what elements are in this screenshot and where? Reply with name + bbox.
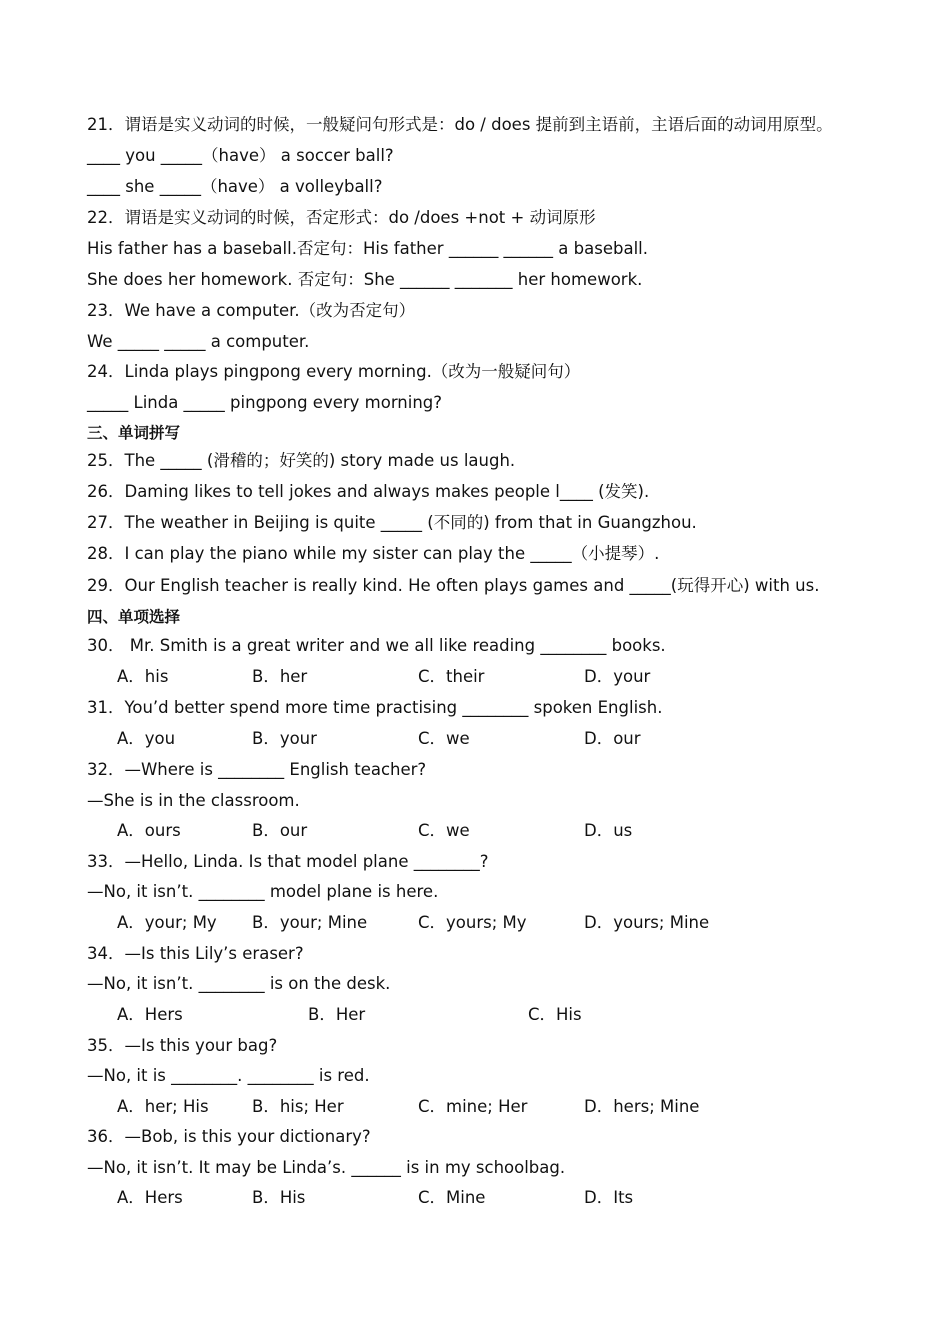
- q22-instruction: 22．谓语是实义动词的时候，否定形式：do /does +not + 动词原形: [87, 208, 596, 227]
- q34-option-c: C．His: [528, 1005, 582, 1024]
- q21-instruction: 21．谓语是实义动词的时候，一般疑问句形式是：do / does 提前到主语前，主语后面的动词用原型。: [87, 115, 833, 134]
- q24-answer: _____ Linda _____ pingpong every morning?: [87, 393, 443, 412]
- q21-line-1: ____ you _____（have） a soccer ball?: [87, 146, 394, 165]
- q30-option-d: D．your: [584, 667, 651, 686]
- q31-option-c: C．we: [418, 729, 470, 748]
- q33-option-d: D．yours; Mine: [584, 913, 710, 932]
- section-3-heading: 三、单词拼写: [87, 424, 181, 442]
- q27: 27．The weather in Beijing is quite _____ (不同的) from that in Guangzhou.: [87, 513, 697, 532]
- q23-question: 23．We have a computer.（改为否定句）: [87, 301, 416, 320]
- q26: 26．Daming likes to tell jokes and always makes people l____ (发笑).: [87, 482, 650, 501]
- q36-option-a: A．Hers: [117, 1188, 183, 1207]
- q23-answer: We _____ _____ a computer.: [87, 332, 310, 351]
- q30-stem: 30． Mr. Smith is a great writer and we all like reading ________ books.: [87, 636, 666, 655]
- q36-option-b: B．His: [252, 1188, 306, 1207]
- q33-option-c: C．yours; My: [418, 913, 527, 932]
- section-4-heading: 四、单项选择: [87, 608, 181, 626]
- q34-option-a: A．Hers: [117, 1005, 183, 1024]
- q36-response: —No, it isn’t. It may be Linda’s. ______ is in my schoolbag.: [87, 1158, 566, 1177]
- q36-stem: 36．—Bob, is this your dictionary?: [87, 1127, 371, 1146]
- q33-option-b: B．your; Mine: [252, 913, 368, 932]
- q32-option-c: C．we: [418, 821, 470, 840]
- q34-stem: 34．—Is this Lily’s eraser?: [87, 944, 304, 963]
- q34-option-b: B．Her: [308, 1005, 366, 1024]
- q30-option-c: C．their: [418, 667, 485, 686]
- q34-response: —No, it isn’t. ________ is on the desk.: [87, 974, 391, 993]
- q36-option-d: D．Its: [584, 1188, 634, 1207]
- q33-stem: 33．—Hello, Linda. Is that model plane ________?: [87, 852, 489, 871]
- q30-option-b: B．her: [252, 667, 308, 686]
- q32-option-a: A．ours: [117, 821, 181, 840]
- q22-line-2: She does her homework. 否定句：She ______ _______ her homework.: [87, 270, 643, 289]
- q32-response: —She is in the classroom.: [87, 791, 300, 810]
- q25: 25．The _____ (滑稽的；好笑的) story made us laugh.: [87, 451, 516, 470]
- q30-option-a: A．his: [117, 667, 169, 686]
- q33-option-a: A．your; My: [117, 913, 217, 932]
- q31-option-d: D．our: [584, 729, 641, 748]
- q36-option-c: C．Mine: [418, 1188, 486, 1207]
- q35-stem: 35．—Is this your bag?: [87, 1036, 278, 1055]
- q35-option-d: D．hers; Mine: [584, 1097, 700, 1116]
- q29: 29．Our English teacher is really kind. He often plays games and _____(玩得开心) with us.: [87, 576, 820, 595]
- q33-response: —No, it isn’t. ________ model plane is here.: [87, 882, 439, 901]
- q32-option-d: D．us: [584, 821, 633, 840]
- q24-question: 24．Linda plays pingpong every morning.（改为一般疑问句）: [87, 362, 581, 381]
- q31-option-b: B．your: [252, 729, 317, 748]
- q35-option-a: A．her; His: [117, 1097, 209, 1116]
- q28: 28．I can play the piano while my sister can play the _____（小提琴）.: [87, 544, 660, 563]
- q32-stem: 32．—Where is ________ English teacher?: [87, 760, 427, 779]
- q32-option-b: B．our: [252, 821, 308, 840]
- q22-line-1: His father has a baseball.否定句：His father ______ ______ a baseball.: [87, 239, 648, 258]
- q31-option-a: A．you: [117, 729, 176, 748]
- q35-option-c: C．mine; Her: [418, 1097, 528, 1116]
- q31-stem: 31．You’d better spend more time practising ________ spoken English.: [87, 698, 663, 717]
- q35-option-b: B．his; Her: [252, 1097, 344, 1116]
- q35-response: —No, it is ________. ________ is red.: [87, 1066, 370, 1085]
- q21-line-2: ____ she _____（have） a volleyball?: [87, 177, 383, 196]
